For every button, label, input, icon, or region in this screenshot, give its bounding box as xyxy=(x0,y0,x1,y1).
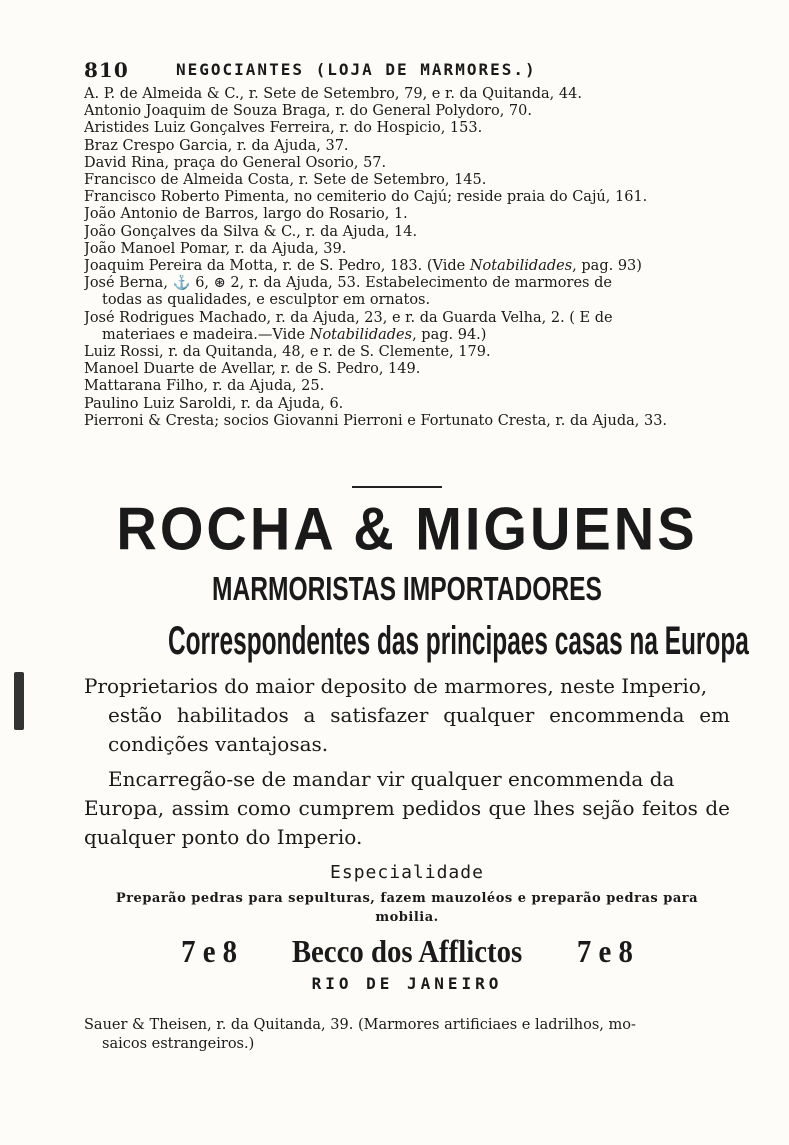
ad-address xyxy=(116,933,697,970)
page-header xyxy=(84,52,724,86)
advertisement xyxy=(84,494,749,993)
list-item: João Antonio de Barros, largo do Rosario, 1. xyxy=(84,206,408,223)
list-item: Aristides Luiz Gonçalves Ferreira, r. do Hospicio, 153. xyxy=(84,120,483,137)
italic-reference: Notabilidades xyxy=(469,258,573,275)
list-item: José Berna, ⚓ 6, ⊛ 2, r. da Ajuda, 53. Estabelecimento de marmores de todas as qualidades, e esculptor em ornatos. xyxy=(84,275,612,309)
margin-ink-mark xyxy=(14,672,24,730)
list-item: Francisco Roberto Pimenta, no cemiterio do Cajú; reside praia do Cajú, 161. xyxy=(84,189,648,206)
list-item: Sauer & Theisen, r. da Quitanda, 39. (Marmores artificiaes e ladrilhos, mo- saicos estrangeiros.) xyxy=(84,1017,636,1052)
page-number: 810 xyxy=(84,58,129,82)
list-item: Mattarana Filho, r. da Ajuda, 25. xyxy=(84,378,325,395)
directory-list xyxy=(84,86,730,430)
list-item: Francisco de Almeida Costa, r. Sete de Setembro, 145. xyxy=(84,172,487,189)
speciality-heading: Especialidade xyxy=(330,862,484,883)
list-item: Paulino Luiz Saroldi, r. da Ajuda, 6. xyxy=(84,395,344,412)
running-head: NEGOCIANTES (LOJA DE MARMORES.) xyxy=(176,60,537,79)
list-item: Braz Crespo Garcia, r. da Ajuda, 37. xyxy=(84,137,349,154)
list-item: David Rina, praça do General Osorio, 57. xyxy=(84,154,387,171)
list-item: Joaquim Pereira da Motta, r. de S. Pedro, 183. (Vide Notabilidades, pag. 93) xyxy=(84,258,642,275)
ad-paragraph-2: Encarregão-se de mandar vir qualquer encommenda da Europa, assim como cumprem pedidos que lhes sejão feitos de qualquer ponto do Imperio. xyxy=(84,767,730,849)
ad-paragraph-1: Proprietarios do maior deposito de marmores, neste Imperio, estão habilitados a satisfazer qualquer encommenda em condições vantajosas. xyxy=(84,674,730,756)
list-item: Manoel Duarte de Avellar, r. de S. Pedro, 149. xyxy=(84,361,421,378)
address-number-left: 7 e 8 xyxy=(181,933,238,969)
list-item: Luiz Rossi, r. da Quitanda, 48, e r. de S. Clemente, 179. xyxy=(84,344,491,361)
italic-reference: Notabilidades xyxy=(309,326,413,343)
speciality-text: Preparão pedras para sepulturas, fazem mauzoléos e preparão pedras para mobilia. xyxy=(115,891,699,925)
divider-rule xyxy=(352,486,442,488)
ad-subtitle: MARMORISTAS IMPORTADORES xyxy=(212,571,602,608)
list-item: Pierroni & Cresta; socios Giovanni Pierroni e Fortunato Cresta, r. da Ajuda, 33. xyxy=(84,412,668,429)
ad-title: ROCHA & MIGUENS xyxy=(116,494,698,563)
list-item: João Gonçalves da Silva & C., r. da Ajuda, 14. xyxy=(84,223,418,240)
list-item: José Rodrigues Machado, r. da Ajuda, 23, e r. da Guarda Velha, 2. ( E de materiaes e madeira.—Vide Notabilidades, pag. 94.) xyxy=(84,309,613,343)
list-item: A. P. de Almeida & C., r. Sete de Setembro, 79, e r. da Quitanda, 44. xyxy=(84,86,582,102)
address-number-right: 7 e 8 xyxy=(576,933,633,969)
address-street: Becco dos Afflictos xyxy=(291,933,523,969)
ad-correspondents: Correspondentes das principaes casas na Europa xyxy=(167,618,749,663)
list-item: João Manoel Pomar, r. da Ajuda, 39. xyxy=(84,240,347,257)
ad-city: RIO DE JANEIRO xyxy=(311,974,503,993)
list-item: Antonio Joaquim de Souza Braga, r. do General Polydoro, 70. xyxy=(84,103,532,120)
